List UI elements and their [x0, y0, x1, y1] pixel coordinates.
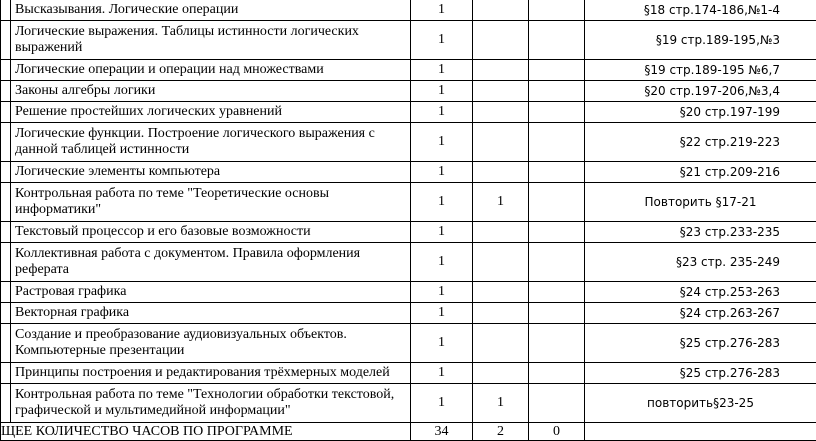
- lesson-hours: 1: [411, 282, 473, 303]
- lesson-hours: 1: [411, 324, 473, 363]
- lesson-practical-count: [529, 123, 585, 162]
- lesson-homework: §18 стр.174-186,№1-4: [585, 0, 816, 21]
- row-number-cell: [1, 123, 11, 162]
- lesson-row: [1, 102, 816, 123]
- lesson-hours: 1: [411, 222, 473, 243]
- lesson-test-count: [473, 363, 529, 384]
- lesson-homework: §25 стр.276-283: [585, 363, 816, 384]
- row-number-cell: [1, 81, 11, 102]
- lesson-topic: Коллективная работа с документом. Правила оформления реферата: [11, 243, 411, 282]
- lesson-practical-count: [529, 21, 585, 60]
- row-number-cell: [1, 324, 11, 363]
- lesson-homework: §24 стр.263-267: [585, 303, 816, 324]
- lesson-row: [1, 222, 816, 243]
- row-number-cell: [1, 183, 11, 222]
- lesson-test-count: 1: [473, 183, 529, 222]
- lesson-row: [1, 21, 816, 60]
- total-homework-cell: [585, 423, 816, 441]
- lesson-practical-count: [529, 363, 585, 384]
- row-number-cell: [1, 384, 11, 423]
- total-row: [1, 423, 816, 441]
- lesson-test-count: [473, 243, 529, 282]
- lesson-test-count: [473, 303, 529, 324]
- lesson-row: [1, 183, 816, 222]
- lesson-row: [1, 81, 816, 102]
- lesson-row: [1, 123, 816, 162]
- lesson-practical-count: [529, 222, 585, 243]
- lesson-test-count: 1: [473, 384, 529, 423]
- lesson-hours: 1: [411, 0, 473, 21]
- lesson-practical-count: [529, 282, 585, 303]
- lesson-hours: 1: [411, 102, 473, 123]
- lesson-hours: 1: [411, 81, 473, 102]
- row-number-cell: [1, 222, 11, 243]
- lesson-test-count: [473, 324, 529, 363]
- total-hours: 34: [411, 423, 473, 441]
- lesson-test-count: [473, 60, 529, 81]
- row-number-cell: [1, 303, 11, 324]
- lesson-topic: Законы алгебры логики: [11, 81, 411, 102]
- lesson-topic: Текстовый процессор и его базовые возможности: [11, 222, 411, 243]
- lesson-hours: 1: [411, 60, 473, 81]
- lesson-hours: 1: [411, 123, 473, 162]
- lesson-homework: §23 стр. 235-249: [585, 243, 816, 282]
- row-number-cell: [1, 243, 11, 282]
- lesson-row: [1, 303, 816, 324]
- lesson-test-count: [473, 0, 529, 21]
- lesson-topic: Решение простейших логических уравнений: [11, 102, 411, 123]
- row-number-cell: [1, 363, 11, 384]
- lesson-hours: 1: [411, 183, 473, 222]
- lesson-practical-count: [529, 162, 585, 183]
- lesson-test-count: [473, 102, 529, 123]
- total-label: ЩЕЕ КОЛИЧЕСТВО ЧАСОВ ПО ПРОГРАММЕ: [1, 423, 411, 441]
- lesson-topic: Растровая графика: [11, 282, 411, 303]
- lesson-practical-count: [529, 243, 585, 282]
- lesson-row: [1, 60, 816, 81]
- lesson-test-count: [473, 81, 529, 102]
- lesson-topic: Принципы построения и редактирования трёхмерных моделей: [11, 363, 411, 384]
- lesson-homework: §25 стр.276-283: [585, 324, 816, 363]
- lesson-hours: 1: [411, 384, 473, 423]
- lesson-row: [1, 282, 816, 303]
- lesson-hours: 1: [411, 21, 473, 60]
- lesson-homework: Повторить §17-21: [585, 183, 816, 222]
- lesson-topic: Векторная графика: [11, 303, 411, 324]
- lesson-row: [1, 384, 816, 423]
- lesson-homework: повторить§23-25: [585, 384, 816, 423]
- lesson-row: [1, 363, 816, 384]
- lesson-test-count: [473, 21, 529, 60]
- row-number-cell: [1, 60, 11, 81]
- lesson-homework: §19 стр.189-195,№3: [585, 21, 816, 60]
- lesson-homework: §20 стр.197-206,№3,4: [585, 81, 816, 102]
- lesson-hours: 1: [411, 243, 473, 282]
- lesson-topic: Логические функции. Построение логического выражения с данной таблицей истинности: [11, 123, 411, 162]
- lesson-practical-count: [529, 60, 585, 81]
- lesson-homework: §23 стр.233-235: [585, 222, 816, 243]
- lesson-homework: §20 стр.197-199: [585, 102, 816, 123]
- lesson-hours: 1: [411, 363, 473, 384]
- lesson-topic: Высказывания. Логические операции: [11, 0, 411, 21]
- lesson-topic: Создание и преобразование аудиовизуальных объектов. Компьютерные презентации: [11, 324, 411, 363]
- lesson-homework: §24 стр.253-263: [585, 282, 816, 303]
- lesson-practical-count: [529, 0, 585, 21]
- lesson-homework: §19 стр.189-195 №6,7: [585, 60, 816, 81]
- lesson-practical-count: [529, 102, 585, 123]
- lesson-row: [1, 162, 816, 183]
- lesson-test-count: [473, 282, 529, 303]
- lesson-test-count: [473, 162, 529, 183]
- lesson-row: [1, 243, 816, 282]
- lesson-topic: Контрольная работа по теме "Теоретические основы информатики": [11, 183, 411, 222]
- total-practicals: 0: [529, 423, 585, 441]
- lesson-practical-count: [529, 384, 585, 423]
- lesson-homework: §21 стр.209-216: [585, 162, 816, 183]
- lesson-hours: 1: [411, 162, 473, 183]
- lesson-homework: §22 стр.219-223: [585, 123, 816, 162]
- lesson-practical-count: [529, 81, 585, 102]
- total-tests: 2: [473, 423, 529, 441]
- lesson-practical-count: [529, 303, 585, 324]
- lesson-plan-body: [1, 0, 816, 423]
- lesson-hours: 1: [411, 303, 473, 324]
- lesson-practical-count: [529, 183, 585, 222]
- row-number-cell: [1, 282, 11, 303]
- lesson-topic: Логические элементы компьютера: [11, 162, 411, 183]
- row-number-cell: [1, 0, 11, 21]
- lesson-topic: Контрольная работа по теме "Технологии обработки текстовой, графической и мультимедийной информации": [11, 384, 411, 423]
- lesson-row: [1, 0, 816, 21]
- row-number-cell: [1, 21, 11, 60]
- lesson-test-count: [473, 123, 529, 162]
- row-number-cell: [1, 162, 11, 183]
- lesson-row: [1, 324, 816, 363]
- lesson-test-count: [473, 222, 529, 243]
- row-number-cell: [1, 102, 11, 123]
- lesson-topic: Логические операции и операции над множествами: [11, 60, 411, 81]
- lesson-topic: Логические выражения. Таблицы истинности логических выражений: [11, 21, 411, 60]
- lesson-practical-count: [529, 324, 585, 363]
